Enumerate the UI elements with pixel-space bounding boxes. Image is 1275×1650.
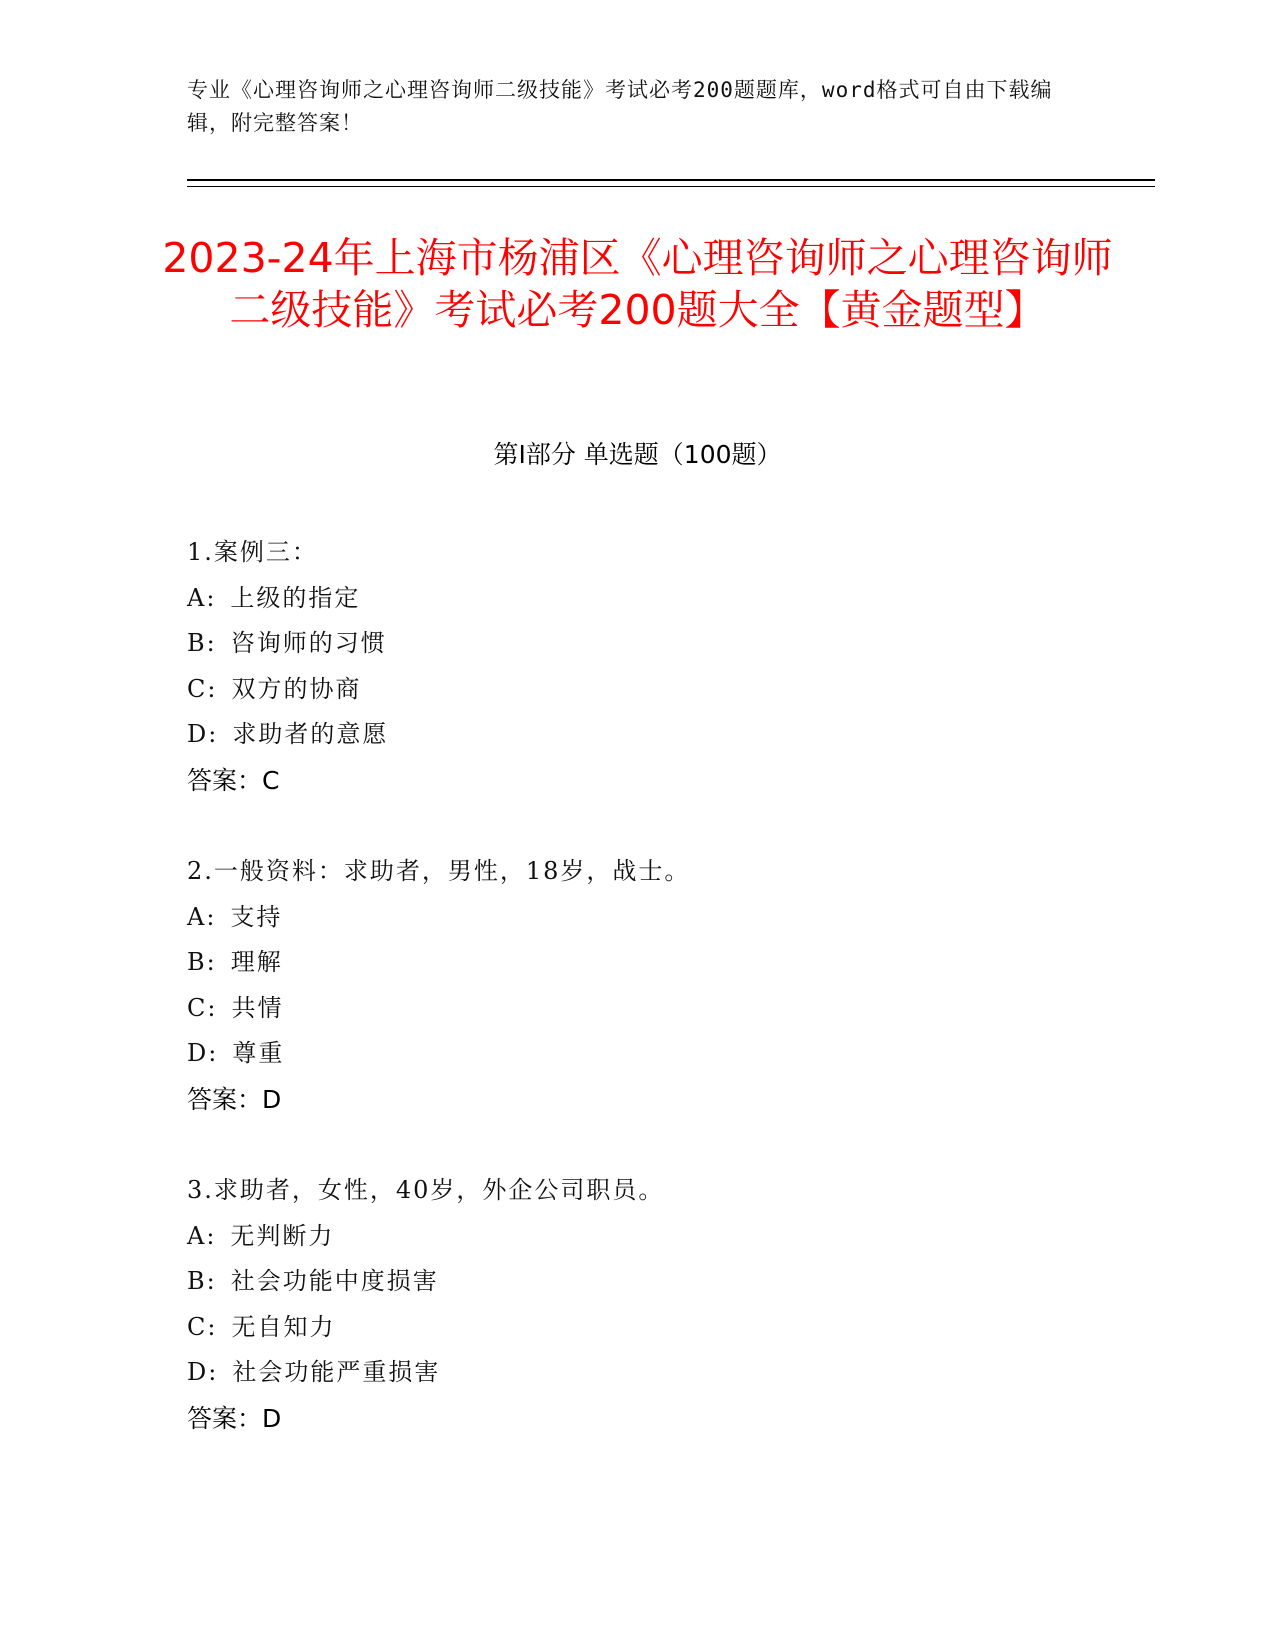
option-a xyxy=(187,1214,1087,1260)
option-text: 理解 xyxy=(230,948,283,976)
option-b xyxy=(187,940,1087,986)
option-text: 社会功能中度损害 xyxy=(230,1267,439,1295)
section-title: 第I部分 单选题（100题） xyxy=(493,440,782,469)
option-key: C: xyxy=(187,1312,218,1341)
option-text: 支持 xyxy=(230,902,283,931)
header-rule-thin xyxy=(187,186,1155,187)
option-d xyxy=(187,1350,1087,1396)
option-d xyxy=(187,712,1087,758)
header-note: 专业《心理咨询师之心理咨询师二级技能》考试必考200题题库，word格式可自由下载编辑，附完整答案！ xyxy=(187,78,1053,135)
answer-line: 答案：D xyxy=(187,1084,282,1114)
option-a xyxy=(187,576,1087,622)
option-d xyxy=(187,1031,1087,1077)
question-2 xyxy=(187,849,1087,1122)
option-key: A: xyxy=(187,1221,217,1250)
option-b xyxy=(187,1259,1087,1305)
option-text: 咨询师的习惯 xyxy=(230,629,387,657)
option-text: 求助者的意愿 xyxy=(232,720,389,748)
option-key: D: xyxy=(187,1358,219,1386)
option-text: 无自知力 xyxy=(231,1312,336,1341)
option-text: 共情 xyxy=(231,993,284,1022)
option-key: D: xyxy=(187,1039,219,1067)
answer-line: 答案：D xyxy=(187,1403,282,1433)
option-c xyxy=(187,667,1087,713)
option-key: B: xyxy=(187,1267,217,1295)
option-text: 上级的指定 xyxy=(230,583,361,612)
question-3 xyxy=(187,1168,1087,1441)
question-1 xyxy=(187,530,1087,803)
option-text: 双方的协商 xyxy=(231,674,362,703)
header-rule-thick xyxy=(187,179,1155,181)
option-key: B: xyxy=(187,948,217,976)
option-c xyxy=(187,1305,1087,1351)
question-stem: 3.求助者，女性，40岁，外企公司职员。 xyxy=(187,1176,665,1204)
answer-line: 答案：C xyxy=(187,765,280,795)
option-text: 无判断力 xyxy=(230,1221,335,1250)
option-key: B: xyxy=(187,629,217,657)
document-title: 2023-24年上海市杨浦区《心理咨询师之心理咨询师二级技能》考试必考200题大全【黄金题型】 xyxy=(162,234,1113,334)
question-stem: 2.一般资料：求助者，男性，18岁，战士。 xyxy=(187,857,691,885)
option-text: 社会功能严重损害 xyxy=(232,1358,441,1386)
option-key: A: xyxy=(187,583,217,612)
option-key: A: xyxy=(187,902,217,931)
option-text: 尊重 xyxy=(232,1039,285,1067)
question-stem: 1.案例三： xyxy=(187,538,318,566)
option-c xyxy=(187,986,1087,1032)
option-a xyxy=(187,895,1087,941)
option-key: C: xyxy=(187,993,218,1022)
option-b xyxy=(187,621,1087,667)
option-key: C: xyxy=(187,674,218,703)
option-key: D: xyxy=(187,720,219,748)
